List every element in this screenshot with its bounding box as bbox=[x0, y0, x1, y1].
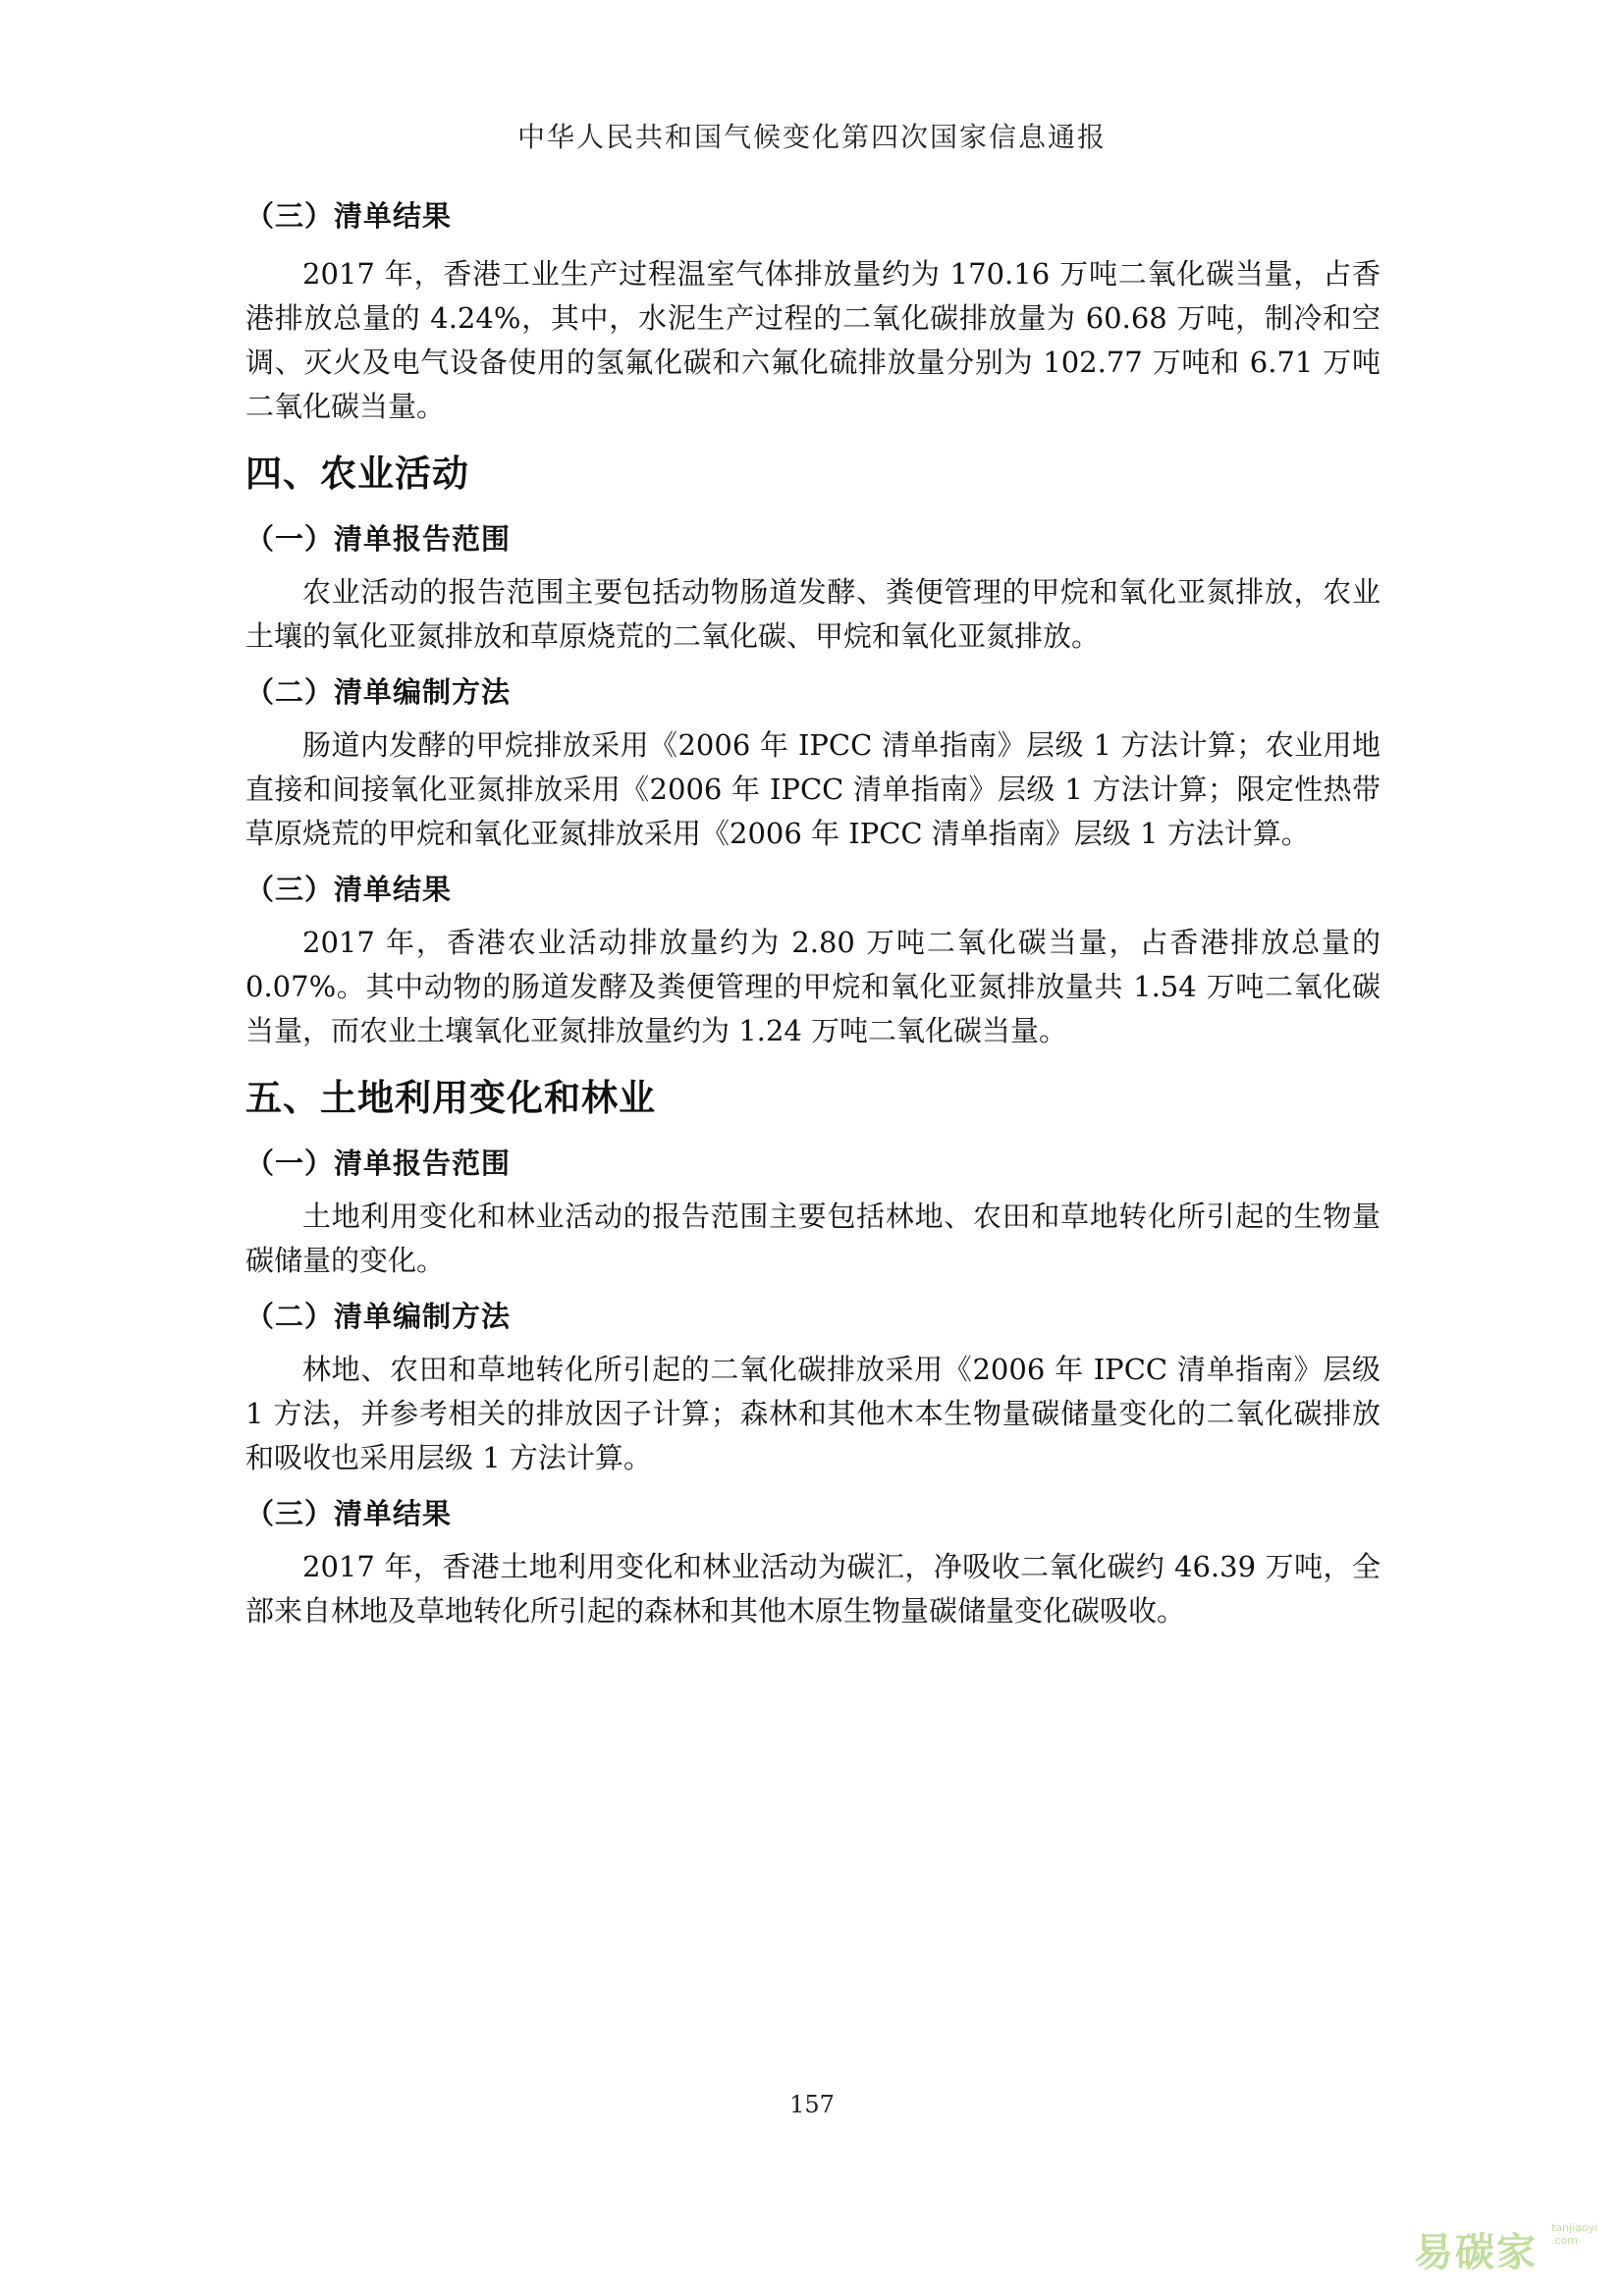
watermark-logo bbox=[1404, 2214, 1610, 2282]
paragraph-land-use-method: 林地、农田和草地转化所引起的二氧化碳排放采用《2006 年 IPCC 清单指南》层级 1 方法，并参考相关的排放因子计算；森林和其他木本生物量碳储量变化的二氧化碳排放和吸收也采用层级 1 方法计算。 bbox=[245, 1353, 1380, 1474]
watermark-text: 易碳家 bbox=[1414, 2230, 1538, 2275]
watermark-subtext: tanjiaoyi .com bbox=[1551, 2221, 1598, 2247]
paragraph-agriculture-method: 肠道内发酵的甲烷排放采用《2006 年 IPCC 清单指南》层级 1 方法计算；农业用地直接和间接氧化亚氮排放采用《2006 年 IPCC 清单指南》层级 1 方法计算；限定性热带草原烧荒的甲烷和氧化亚氮排放采用《2006 年 IPCC 清单指南》层级 1 方法计算。 bbox=[245, 728, 1380, 850]
section-heading-agriculture-method: （二）清单编制方法 bbox=[245, 675, 512, 709]
page-number: 157 bbox=[789, 2091, 835, 2118]
section-heading-land-use-results: （三）清单结果 bbox=[245, 1497, 453, 1530]
section-heading-agriculture-results: （三）清单结果 bbox=[245, 873, 453, 906]
paragraph-land-use-scope: 土地利用变化和林业活动的报告范围主要包括林地、农田和草地转化所引起的生物量碳储量的变化。 bbox=[245, 1200, 1380, 1277]
section-heading-land-use-scope: （一）清单报告范围 bbox=[245, 1147, 512, 1180]
paragraph-agriculture-scope: 农业活动的报告范围主要包括动物肠道发酵、粪便管理的甲烷和氧化亚氮排放，农业土壤的氧化亚氮排放和草原烧荒的二氧化碳、甲烷和氧化亚氮排放。 bbox=[245, 575, 1380, 653]
paragraph-land-use-results: 2017 年，香港土地利用变化和林业活动为碳汇，净吸收二氧化碳约 46.39 万吨，全部来自林地及草地转化所引起的森林和其他木原生物量碳储量变化碳吸收。 bbox=[245, 1550, 1380, 1628]
paragraph-industry-results: 2017 年，香港工业生产过程温室气体排放量约为 170.16 万吨二氧化碳当量，占香港排放总量的 4.24%，其中，水泥生产过程的二氧化碳排放量为 60.68 万吨，制冷和空调、灭火及电气设备使用的氢氟化碳和六氟化硫排放量分别为 102.77 万吨和 6.71 万吨二氧化碳当量。 bbox=[245, 257, 1380, 423]
section-heading-agriculture-scope: （一）清单报告范围 bbox=[245, 522, 512, 556]
section-heading-industry-results: （三）清单结果 bbox=[245, 199, 453, 233]
section-heading-land-use-method: （二）清单编制方法 bbox=[245, 1300, 512, 1333]
running-header: 中华人民共和国气候变化第四次国家信息通报 bbox=[516, 121, 1107, 153]
chapter-heading-land-use: 五、土地利用变化和林业 bbox=[245, 1077, 656, 1119]
paragraph-agriculture-results: 2017 年，香港农业活动排放量约为 2.80 万吨二氧化碳当量，占香港排放总量的 0.07%。其中动物的肠道发酵及粪便管理的甲烷和氧化亚氮排放量共 1.54 万吨二氧化碳当量，而农业土壤氧化亚氮排放量约为 1.24 万吨二氧化碳当量。 bbox=[245, 926, 1380, 1047]
page-content bbox=[245, 196, 1380, 1633]
chapter-heading-agriculture: 四、农业活动 bbox=[245, 453, 469, 495]
